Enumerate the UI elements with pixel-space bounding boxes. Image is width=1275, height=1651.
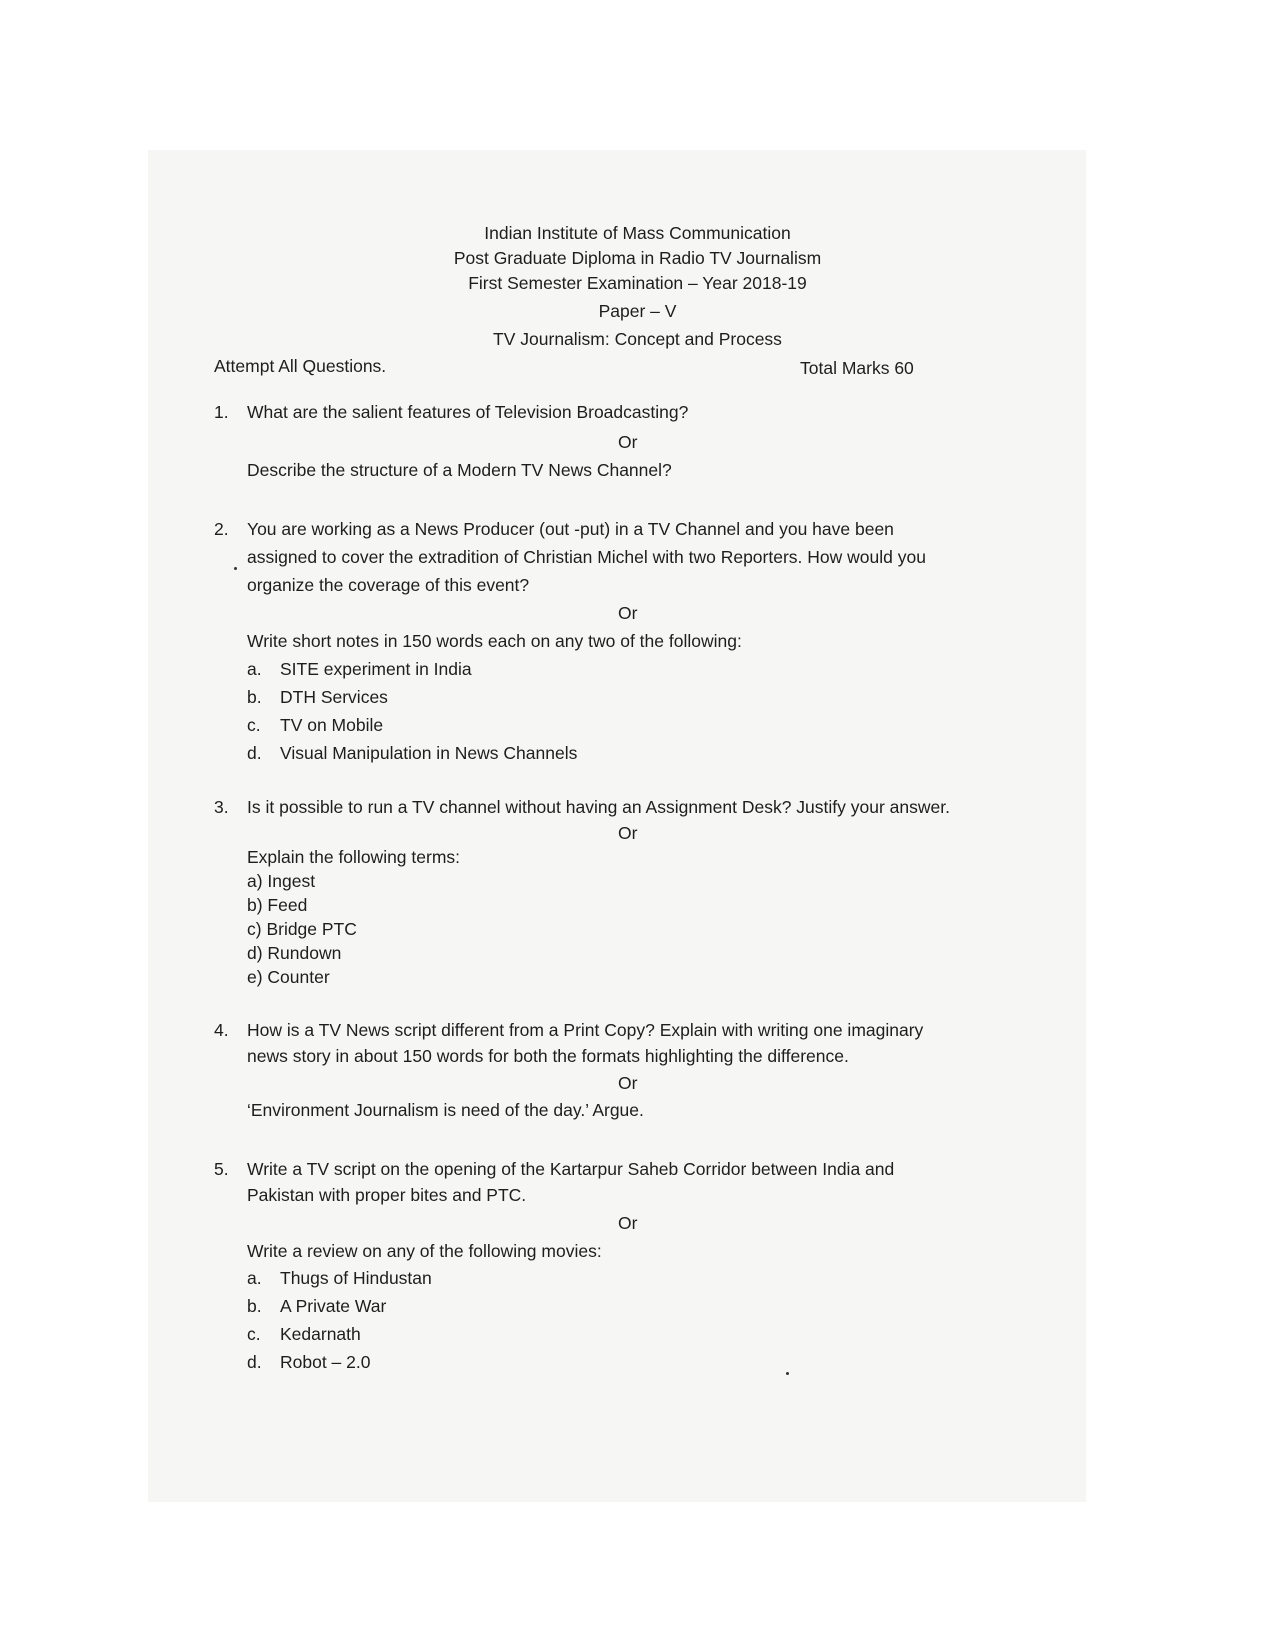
question-1-text: What are the salient features of Television Broadcasting? [247,402,689,422]
list-item: Visual Manipulation in News Channels [280,743,578,763]
paper-number: Paper – V [598,301,677,321]
question-2-alt: Write short notes in 150 words each on any two of the following: [247,631,742,651]
question-number: 2. [214,519,229,539]
question-2-line: assigned to cover the extradition of Christian Michel with two Reporters. How would you [247,547,926,567]
or-label: Or [618,1213,638,1233]
item-label: a. [247,1268,262,1288]
question-5-alt: Write a review on any of the following movies: [247,1241,602,1261]
list-item: Robot – 2.0 [280,1352,371,1372]
question-3-alt: Explain the following terms: [247,847,461,867]
or-label: Or [618,1073,638,1093]
or-label: Or [618,603,638,623]
item-label: b. [247,1296,262,1316]
or-label: Or [618,432,638,452]
question-number: 1. [214,402,229,422]
item-label: c. [247,1324,261,1344]
question-4-alt: ‘Environment Journalism is need of the day.’ Argue. [247,1100,644,1120]
item-label: d. [247,743,262,763]
list-item: d) Rundown [247,943,342,963]
question-4-line: How is a TV News script different from a Print Copy? Explain with writing one imaginary [247,1020,924,1040]
question-5-line: Write a TV script on the opening of the Kartarpur Saheb Corridor between India and [247,1159,895,1179]
list-item: c) Bridge PTC [247,919,357,939]
question-5-line: Pakistan with proper bites and PTC. [247,1185,527,1205]
question-3-text: Is it possible to run a TV channel without having an Assignment Desk? Justify your answer. [247,797,950,817]
course-name: Post Graduate Diploma in Radio TV Journalism [453,248,822,268]
item-label: d. [247,1352,262,1372]
list-item: Kedarnath [280,1324,361,1344]
question-2-line: You are working as a News Producer (out -put) in a TV Channel and you have been [247,519,894,539]
list-item: a) Ingest [247,871,316,891]
item-label: a. [247,659,262,679]
stray-mark [234,567,237,570]
stray-mark [786,1372,789,1375]
question-number: 4. [214,1020,229,1040]
institute-name: Indian Institute of Mass Communication [484,223,791,243]
paper-subject: TV Journalism: Concept and Process [493,329,782,349]
list-item: TV on Mobile [280,715,384,735]
question-4-line: news story in about 150 words for both the formats highlighting the difference. [247,1046,849,1066]
item-label: b. [247,687,262,707]
question-number: 3. [214,797,229,817]
question-2-line: organize the coverage of this event? [247,575,530,595]
question-number: 5. [214,1159,229,1179]
list-item: DTH Services [280,687,388,707]
total-marks: Total Marks 60 [800,358,914,378]
instructions: Attempt All Questions. [214,356,387,376]
list-item: A Private War [280,1296,387,1316]
exam-title: First Semester Examination – Year 2018-19 [468,273,807,293]
list-item: b) Feed [247,895,308,915]
list-item: Thugs of Hindustan [280,1268,432,1288]
list-item: SITE experiment in India [280,659,472,679]
item-label: c. [247,715,261,735]
or-label: Or [618,823,638,843]
list-item: e) Counter [247,967,330,987]
question-1-alt: Describe the structure of a Modern TV News Channel? [247,460,672,480]
